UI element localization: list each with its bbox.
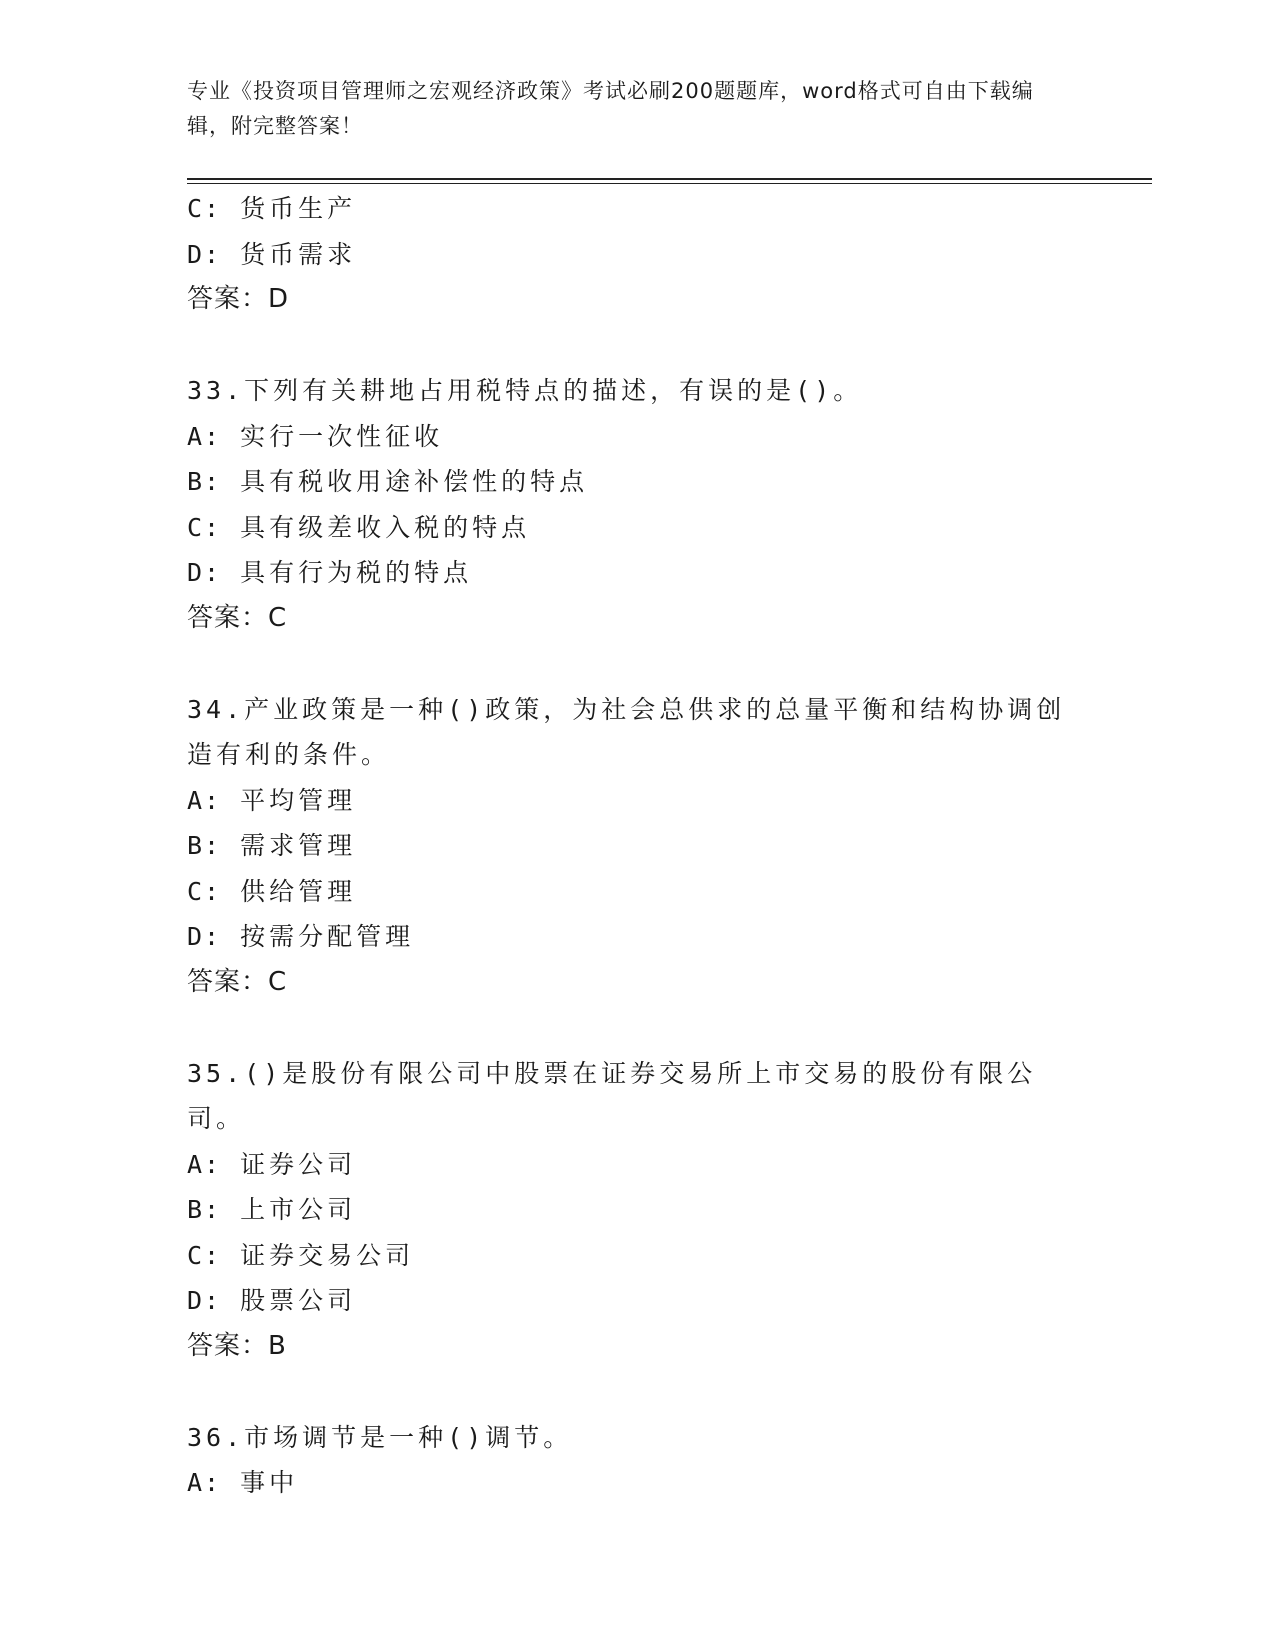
option-letter: A: bbox=[187, 785, 222, 815]
option-line bbox=[187, 414, 1087, 460]
option-line bbox=[187, 1142, 1087, 1188]
option-letter: B: bbox=[187, 1195, 222, 1224]
option-line bbox=[187, 1233, 1087, 1279]
option-text: 具有级差收入税的特点 bbox=[240, 512, 531, 542]
option-letter: C: bbox=[187, 194, 222, 223]
answer-line: 答案：B bbox=[187, 1330, 287, 1361]
option-text: 上市公司 bbox=[240, 1195, 357, 1224]
question-stem: 33.下列有关耕地占用税特点的描述，有误的是()。 bbox=[187, 376, 863, 405]
header-rule-thin bbox=[187, 183, 1152, 184]
question-stem: 35.()是股份有限公司中股票在证券交易所上市交易的股份有限公司。 bbox=[187, 1058, 1037, 1133]
option-text: 平均管理 bbox=[240, 785, 357, 815]
answer-line: 答案：C bbox=[187, 602, 288, 633]
question-stem: 34.产业政策是一种()政策，为社会总供求的总量平衡和结构协调创造有利的条件。 bbox=[187, 694, 1066, 769]
option-text: 证券交易公司 bbox=[240, 1240, 415, 1270]
option-line bbox=[187, 1460, 1087, 1506]
option-line bbox=[187, 823, 1087, 869]
option-text: 股票公司 bbox=[240, 1286, 357, 1315]
option-letter: B: bbox=[187, 467, 222, 496]
option-line bbox=[187, 1187, 1087, 1233]
option-letter: C: bbox=[187, 512, 222, 542]
option-text: 实行一次性征收 bbox=[240, 421, 444, 451]
question-stem: 36.市场调节是一种()调节。 bbox=[187, 1422, 573, 1452]
document-header: 专业《投资项目管理师之宏观经济政策》考试必刷200题题库，word格式可自由下载编辑，附完整答案！ bbox=[187, 79, 1034, 138]
option-letter: D: bbox=[187, 239, 222, 269]
option-line bbox=[187, 869, 1087, 915]
option-letter: C: bbox=[187, 1240, 222, 1270]
option-letter: D: bbox=[187, 922, 222, 951]
option-text: 具有税收用途补偿性的特点 bbox=[240, 467, 589, 496]
option-text: 需求管理 bbox=[240, 831, 357, 860]
option-line bbox=[187, 914, 1087, 960]
option-line bbox=[187, 1278, 1087, 1324]
option-text: 货币需求 bbox=[240, 239, 357, 269]
option-text: 供给管理 bbox=[240, 876, 357, 906]
answer-line: 答案：C bbox=[187, 966, 288, 997]
option-letter: D: bbox=[187, 558, 222, 587]
option-line bbox=[187, 459, 1087, 505]
option-text: 具有行为税的特点 bbox=[240, 558, 473, 587]
option-text: 事中 bbox=[240, 1468, 299, 1497]
option-line bbox=[187, 505, 1087, 551]
answer-line: 答案：D bbox=[187, 284, 290, 314]
option-line bbox=[187, 186, 1087, 232]
option-letter: A: bbox=[187, 1468, 222, 1497]
option-text: 证券公司 bbox=[240, 1149, 357, 1179]
header-rule-thick bbox=[187, 178, 1152, 180]
option-line bbox=[187, 550, 1087, 596]
option-text: 货币生产 bbox=[240, 194, 357, 223]
option-letter: D: bbox=[187, 1286, 222, 1315]
option-letter: A: bbox=[187, 421, 222, 451]
option-letter: C: bbox=[187, 876, 222, 906]
option-text: 按需分配管理 bbox=[240, 922, 415, 951]
option-letter: B: bbox=[187, 831, 222, 860]
option-line bbox=[187, 778, 1087, 824]
option-letter: A: bbox=[187, 1149, 222, 1179]
question-content bbox=[187, 186, 1087, 1506]
option-line bbox=[187, 232, 1087, 278]
